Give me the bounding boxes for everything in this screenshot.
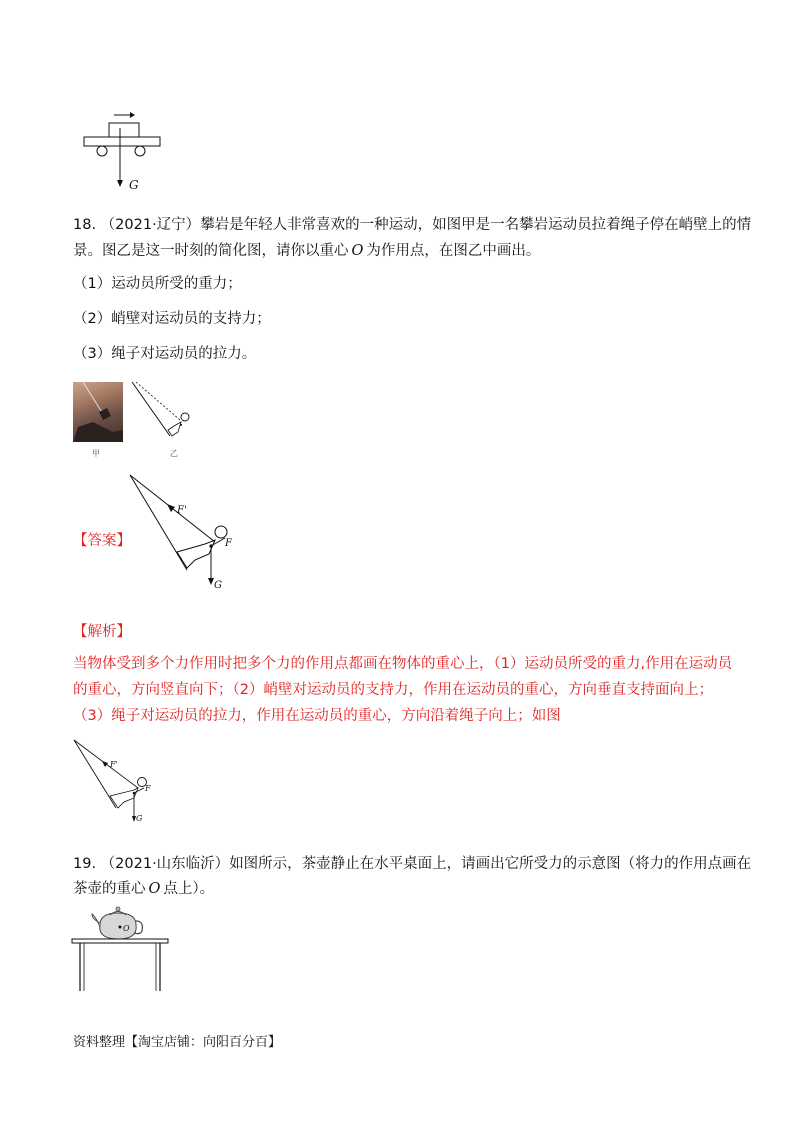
q19-line1 xyxy=(73,851,751,877)
analysis-line-3: （3）绳子对运动员的拉力，作用在运动员的重心，方向沿着绳子向上；如图 xyxy=(73,708,561,724)
analysis-f-label: F xyxy=(145,784,151,793)
q19-text-line2a: 茶壶的重心 xyxy=(73,881,146,897)
q19-line2 xyxy=(73,876,214,902)
q18-item-1: （1）运动员所受的重力； xyxy=(73,276,242,292)
q18-number: 18. xyxy=(73,217,97,233)
climber-sketch xyxy=(128,380,208,450)
q19-o-symbol: O xyxy=(148,881,161,897)
q19-text-line2b: 点上）。 xyxy=(163,881,215,897)
q19-number: 19. xyxy=(73,856,97,872)
gravity-label: G xyxy=(129,178,139,192)
answer-force-diagram xyxy=(125,470,245,595)
analysis-g-label: G xyxy=(136,814,143,823)
teapot-o-label: O xyxy=(123,924,130,933)
q18-item-3: （3）绳子对运动员的拉力。 xyxy=(73,346,257,362)
q18-line1 xyxy=(73,212,751,238)
answer-f-label: F xyxy=(225,538,232,549)
q18-text-line1: 攀岩是年轻人非常喜欢的一种运动，如图甲是一名攀岩运动员拉着绳子停在峭壁上的情 xyxy=(200,217,752,233)
answer-label: 【答案】 xyxy=(73,533,131,549)
footer-text: 资料整理【淘宝店铺：向阳百分百】 xyxy=(73,1035,282,1050)
analysis-fprime-label: F' xyxy=(110,760,118,769)
q18-item-2: （2）峭壁对运动员的支持力； xyxy=(73,311,271,327)
q19-source: （2021·山东临沂） xyxy=(100,856,230,872)
analysis-label: 【解析】 xyxy=(73,624,131,640)
q18-text-line2b: 为作用点，在图乙中画出。 xyxy=(366,243,541,259)
analysis-line-1: 当物体受到多个力作用时把多个力的作用点都画在物体的重心上，（1）运动员所受的重力,作用在运动员 xyxy=(73,656,733,672)
analysis-line-2: 的重心，方向竖直向下；（2）峭壁对运动员的支持力，作用在运动员的重心，方向垂直支持面向上； xyxy=(73,682,713,698)
q18-o-symbol: O xyxy=(351,243,364,259)
q18-line2 xyxy=(73,238,540,264)
q19-text-line1: 如图所示，茶壶静止在水平桌面上，请画出它所受力的示意图（将力的作用点画在 xyxy=(229,856,752,872)
teapot-table-figure xyxy=(70,905,175,995)
q18-text-line2a: 景。图乙是这一时刻的简化图，请你以重心 xyxy=(73,243,349,259)
fig-jia-caption: 甲 xyxy=(92,449,100,458)
answer-g-label: G xyxy=(214,580,222,591)
analysis-force-diagram xyxy=(72,738,162,828)
answer-fprime-label: F' xyxy=(177,505,187,516)
q18-source: （2021·辽宁） xyxy=(100,217,201,233)
climber-photo xyxy=(73,382,123,442)
fig-yi-caption: 乙 xyxy=(170,449,178,458)
